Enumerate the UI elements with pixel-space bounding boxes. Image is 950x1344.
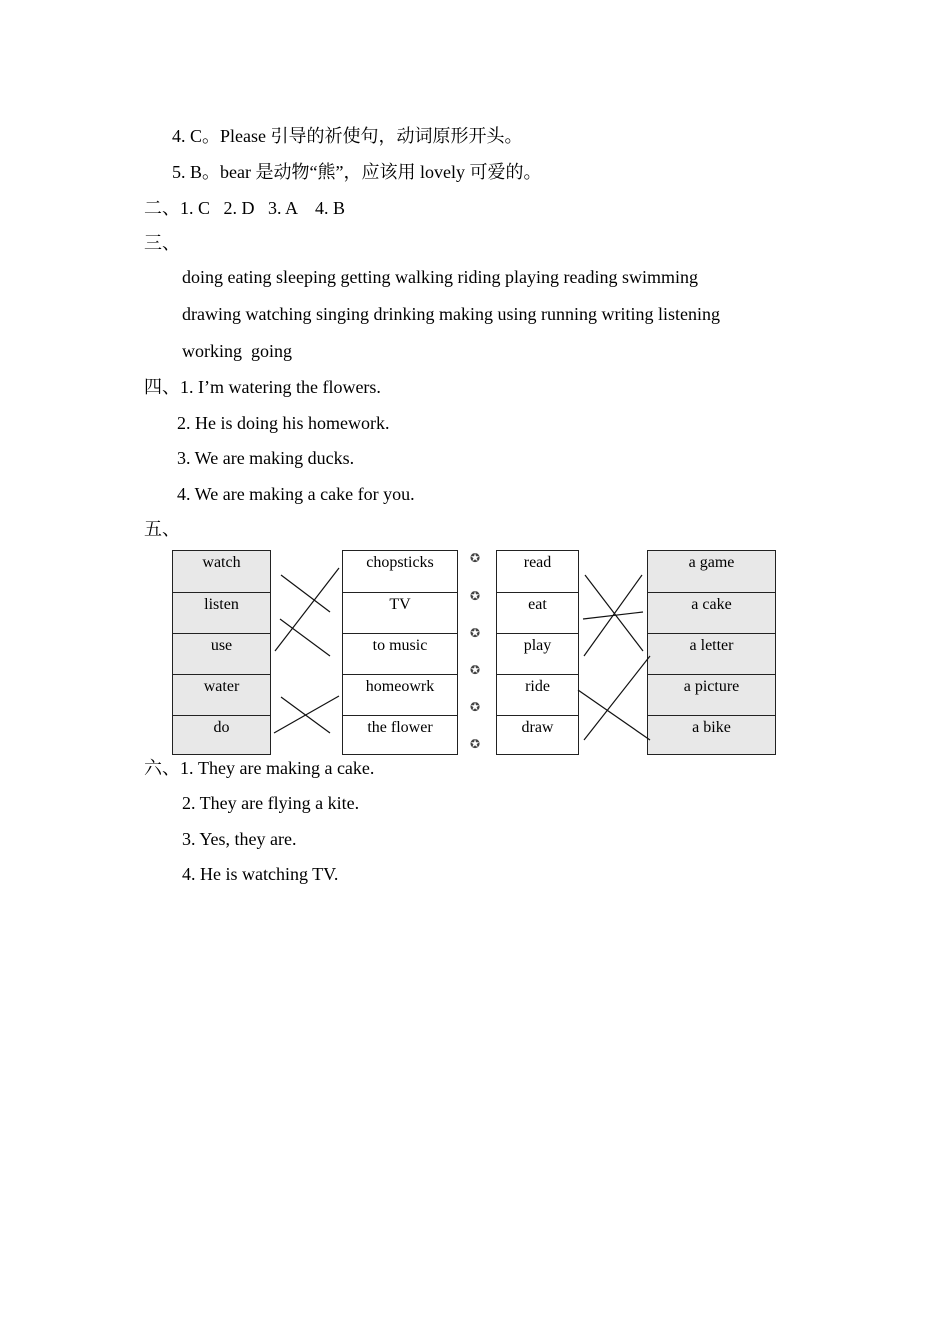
section-2-label: 二、 — [144, 198, 180, 218]
match-cell: do — [173, 715, 270, 754]
answer-4-3: 3. We are making ducks. — [177, 448, 355, 468]
answer-6-4: 4. He is watching TV. — [182, 864, 339, 884]
word: sleeping — [276, 267, 336, 287]
match-cell: ride — [497, 674, 578, 715]
match-cell: play — [497, 633, 578, 674]
word: going — [251, 341, 293, 361]
match-line — [274, 696, 339, 733]
answer-4-1: 1. I’m watering the flowers. — [180, 377, 381, 397]
word: singing — [315, 304, 369, 324]
match-cell: TV — [343, 592, 457, 633]
match-line — [584, 656, 650, 740]
match-line — [578, 690, 650, 740]
match-line — [281, 575, 330, 612]
section-6-first — [144, 757, 374, 779]
match-cell: use — [173, 633, 270, 674]
match-cell: read — [523, 554, 552, 571]
match-cell: homeowrk — [343, 674, 457, 715]
match-cell: a cake — [648, 592, 775, 633]
word: getting — [340, 267, 391, 287]
match-cell: a bike — [648, 715, 775, 754]
match-cell: a game — [688, 554, 735, 571]
section-5-label: 五、 — [144, 519, 180, 539]
answer-1-4: 4. C。Please 引导的祈使句，动词原形开头。 — [172, 126, 523, 146]
word: running — [541, 304, 597, 324]
answer-6-1: 1. They are making a cake. — [180, 758, 375, 778]
answer-6-2: 2. They are flying a kite. — [182, 793, 360, 813]
match-cell: water — [173, 674, 270, 715]
word: working — [182, 341, 242, 361]
match-cell: watch — [202, 554, 241, 571]
word: doing — [182, 267, 224, 287]
word: walking — [395, 267, 453, 287]
match-cell: a letter — [648, 633, 775, 674]
answer-1-5: 5. B。bear 是动物“熊”，应该用 lovely 可爱的。 — [172, 162, 542, 182]
word: drinking — [373, 304, 435, 324]
word: listening — [658, 304, 720, 324]
word: reading — [563, 267, 618, 287]
word: swimming — [621, 267, 698, 287]
word: using — [497, 304, 537, 324]
match-line — [280, 619, 330, 656]
answer-6-3: 3. Yes, they are. — [182, 829, 297, 849]
word: writing — [601, 304, 654, 324]
flower-icon: ✪ — [470, 737, 481, 751]
match-cell: eat — [497, 592, 578, 633]
match-cell: a picture — [648, 674, 775, 715]
answer-4-4: 4. We are making a cake for you. — [177, 484, 415, 504]
word: watching — [245, 304, 312, 324]
match-cell: to music — [343, 633, 457, 674]
match-cell: draw — [497, 715, 578, 754]
match-cell: chopsticks — [366, 554, 434, 571]
answer-4-2: 2. He is doing his homework. — [177, 413, 390, 433]
word: playing — [505, 267, 559, 287]
word: riding — [457, 267, 501, 287]
flower-icon: ✪ — [470, 700, 481, 714]
flower-icon: ✪ — [470, 551, 481, 565]
section-4-label: 四、 — [144, 377, 180, 397]
match-line — [583, 612, 643, 619]
word: making — [438, 304, 493, 324]
section-2-answers: 1. C 2. D 3. A 4. B — [180, 198, 346, 218]
match-cell: the flower — [343, 715, 457, 754]
word: drawing — [182, 304, 241, 324]
flower-icon: ✪ — [470, 626, 481, 640]
flower-icon: ✪ — [470, 589, 481, 603]
flower-icon: ✪ — [470, 663, 481, 677]
section-3-label: 三、 — [144, 233, 180, 253]
section-6-label: 六、 — [144, 758, 180, 778]
match-cell: listen — [173, 592, 270, 633]
word: eating — [227, 267, 272, 287]
